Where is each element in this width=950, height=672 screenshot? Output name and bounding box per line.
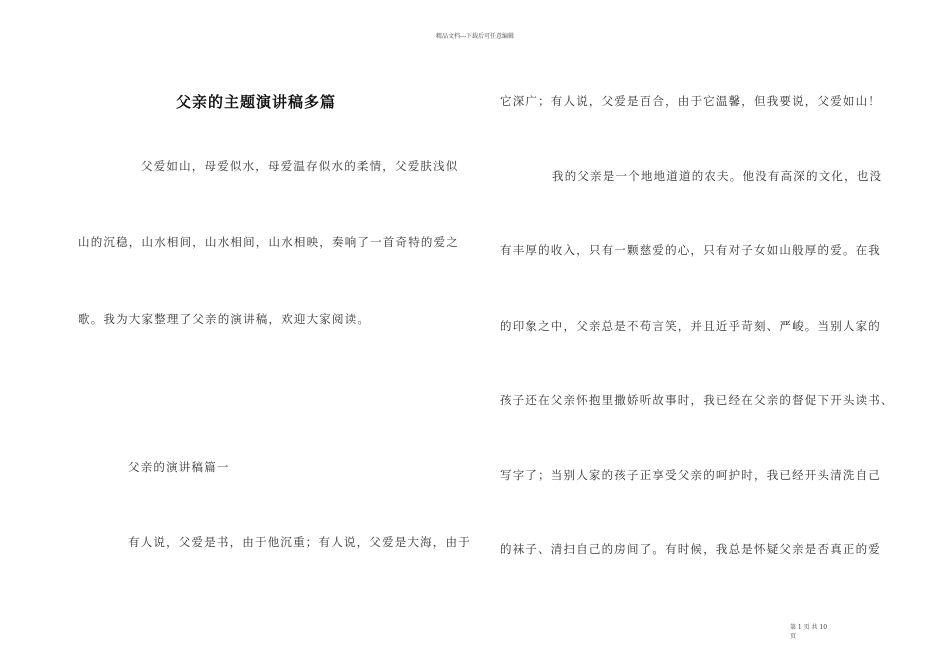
right-paragraph-line: 它深广；有人说，父爱是百合，由于它温馨，但我要说，父爱如山！ [500, 94, 881, 108]
right-paragraph-line: 我的父亲是一个地地道道的农夫。他没有高深的文化，也没 [552, 169, 883, 183]
right-paragraph-line: 孩子还在父亲怀抱里撒娇听故事时，我已经在父亲的督促下开头读书、 [500, 393, 894, 407]
section-heading: 父亲的演讲稿篇一 [128, 460, 230, 474]
document-title: 父亲的主题演讲稿多篇 [176, 93, 337, 111]
right-paragraph-line: 有丰厚的收入，只有一颗慈爱的心，只有对子女如山般厚的爱。在我 [500, 243, 881, 257]
right-paragraph-line: 写字了；当别人家的孩子正享受父亲的呵护时，我已经开头清洗自己 [500, 468, 881, 482]
left-paragraph-line: 有人说，父爱是书，由于他沉重；有人说，父爱是大海，由于 [128, 535, 471, 549]
right-paragraph-line: 的袜子、清扫自己的房间了。有时候，我总是怀疑父亲是否真正的爱 [500, 542, 881, 556]
right-paragraph-line: 的印象之中，父亲总是不苟言笑，并且近乎苛刻、严峻。当别人家的 [500, 319, 881, 333]
left-paragraph-line: 山的沉稳，山水相间，山水相间，山水相映，奏响了一首奇特的爱之 [78, 235, 459, 249]
page-header-note: 精品文档---下载后可任意编辑 [435, 33, 515, 40]
page-number: 第 1 页 共 10 页 [790, 624, 828, 640]
left-paragraph-line: 父爱如山，母爱似水，母爱温存似水的柔情，父爱肤浅似 [141, 159, 459, 173]
left-paragraph-line: 歌。我为大家整理了父亲的演讲稿，欢迎大家阅读。 [78, 312, 371, 326]
